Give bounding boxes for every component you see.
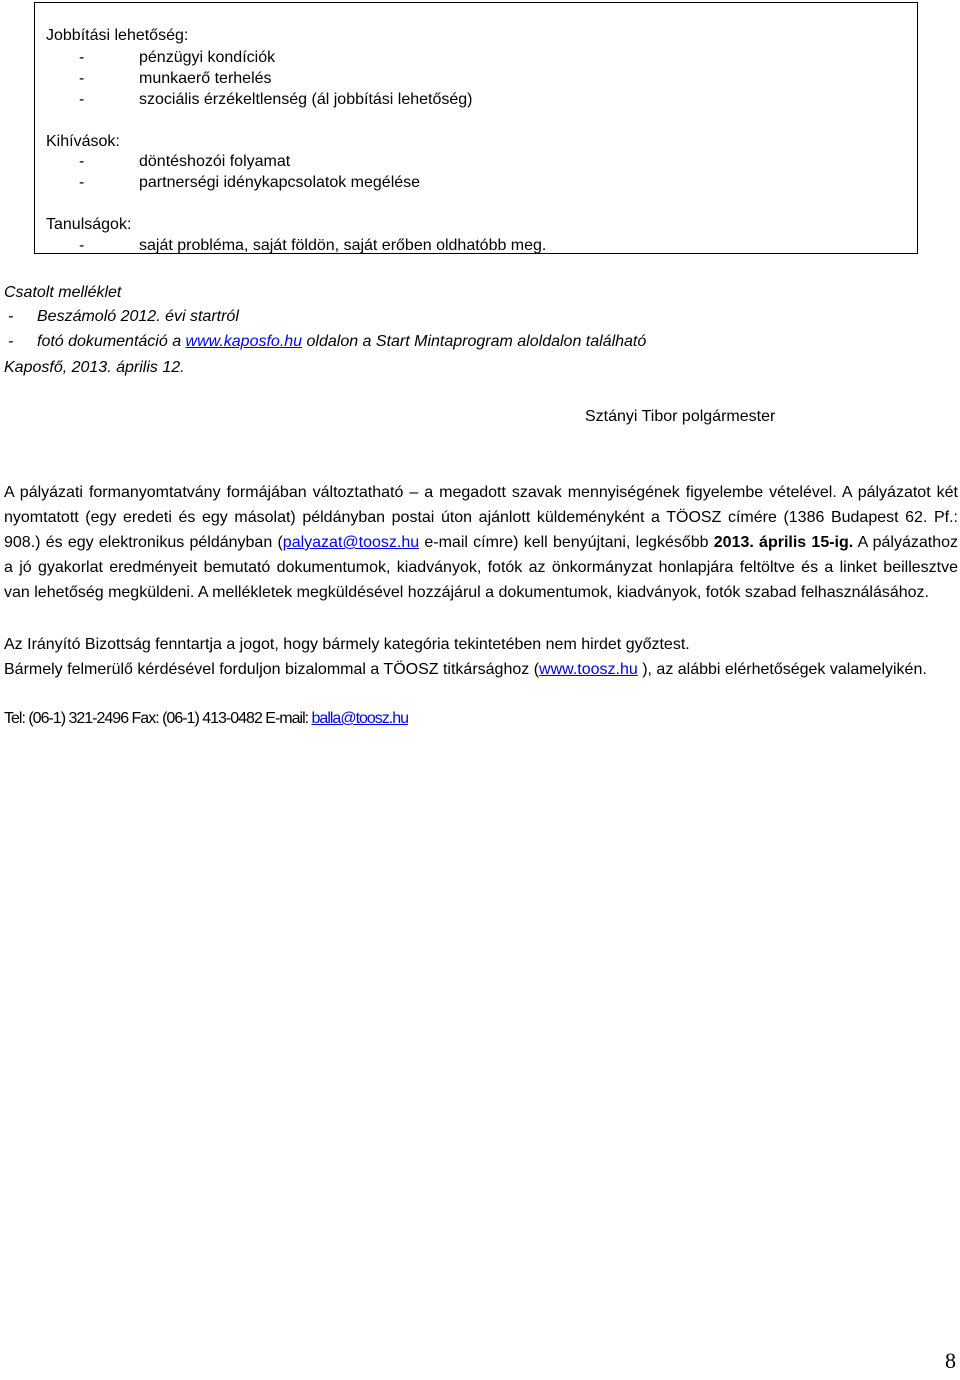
place-date: Kaposfő, 2013. április 12. bbox=[4, 359, 185, 376]
kaposfo-link[interactable]: www.kaposfo.hu bbox=[185, 333, 303, 350]
list-dash: - bbox=[79, 174, 85, 191]
list-dash: - bbox=[79, 237, 85, 254]
attachment-title: Csatolt melléklet bbox=[4, 284, 122, 301]
section-title-lessons: Tanulságok: bbox=[46, 216, 132, 233]
list-item: döntéshozói folyamat bbox=[139, 153, 291, 170]
application-email-link[interactable]: palyazat@toosz.hu bbox=[282, 534, 420, 551]
list-item: szociális érzékeltlenség (ál jobbítási lehetőség) bbox=[139, 91, 473, 108]
attachment-item bbox=[37, 332, 646, 352]
body-paragraph-2: Az Irányító Bizottság fenntartja a jogot, hogy bármely kategória tekintetében nem hirdet győztest. bbox=[4, 636, 690, 653]
toosz-website-link[interactable]: www.toosz.hu bbox=[539, 661, 638, 678]
body-paragraph-1: A pályázati formanyomtatvány formájában változtatható – a megadott szavak mennyiségének figyelembe vételével. A pályázatot két nyomtatott (egy eredeti és egy másolat) példányban postai úton ajánlott küldeményként a TÖOSZ címére (1386 Budapest 62. Pf.: 908.) és egy elektronikus példányban (palyazat@toosz.hu e-mail címre) kell benyújtani, legkésőbb 2013. április 15-ig. A pályázathoz a jó gyakorlat eredményeit bemutató dokumentumok, kiadványok, fotók az önkormányzat honlapjára feltöltve és a linket beillesztve van lehetőség megküldeni. A mellékletek megküldésével hozzájárul a dokumentumok, kiadványok, fotók szabad felhasználásához. bbox=[4, 484, 958, 601]
list-dash: - bbox=[8, 308, 14, 325]
contact-email-link[interactable]: balla@toosz.hu bbox=[311, 710, 409, 727]
contact-line: Tel: (06-1) 321-2496 Fax: (06-1) 413-0482 E-mail: balla@toosz.hu bbox=[4, 710, 409, 727]
list-item: partnerségi idénykapcsolatok megélése bbox=[139, 174, 421, 191]
attachment-item: Beszámoló 2012. évi startról bbox=[37, 308, 239, 325]
list-dash: - bbox=[8, 333, 14, 350]
list-dash: - bbox=[79, 153, 85, 170]
summary-box bbox=[34, 2, 918, 254]
list-item: pénzügyi kondíciók bbox=[139, 49, 276, 66]
page-number: 8 bbox=[945, 1348, 956, 1373]
attachment-item-prefix: fotó dokumentáció a bbox=[37, 333, 186, 350]
list-item: munkaerő terhelés bbox=[139, 70, 272, 87]
section-title-improvement: Jobbítási lehetőség: bbox=[46, 27, 189, 44]
list-dash: - bbox=[79, 49, 85, 66]
list-dash: - bbox=[79, 70, 85, 87]
deadline: 2013. április 15-ig. bbox=[713, 534, 854, 551]
list-item: saját probléma, saját földön, saját erőben oldhatóbb meg. bbox=[139, 237, 547, 254]
list-dash: - bbox=[79, 91, 85, 108]
attachment-item-suffix: oldalon a Start Mintaprogram aloldalon található bbox=[302, 333, 647, 350]
body-paragraph-3: Bármely felmerülő kérdésével forduljon bizalommal a TÖOSZ titkársághoz (www.toosz.hu ), az alábbi elérhetőségek valamelyikén. bbox=[4, 661, 927, 678]
signature: Sztányi Tibor polgármester bbox=[585, 408, 776, 425]
section-title-challenges: Kihívások: bbox=[46, 133, 120, 150]
